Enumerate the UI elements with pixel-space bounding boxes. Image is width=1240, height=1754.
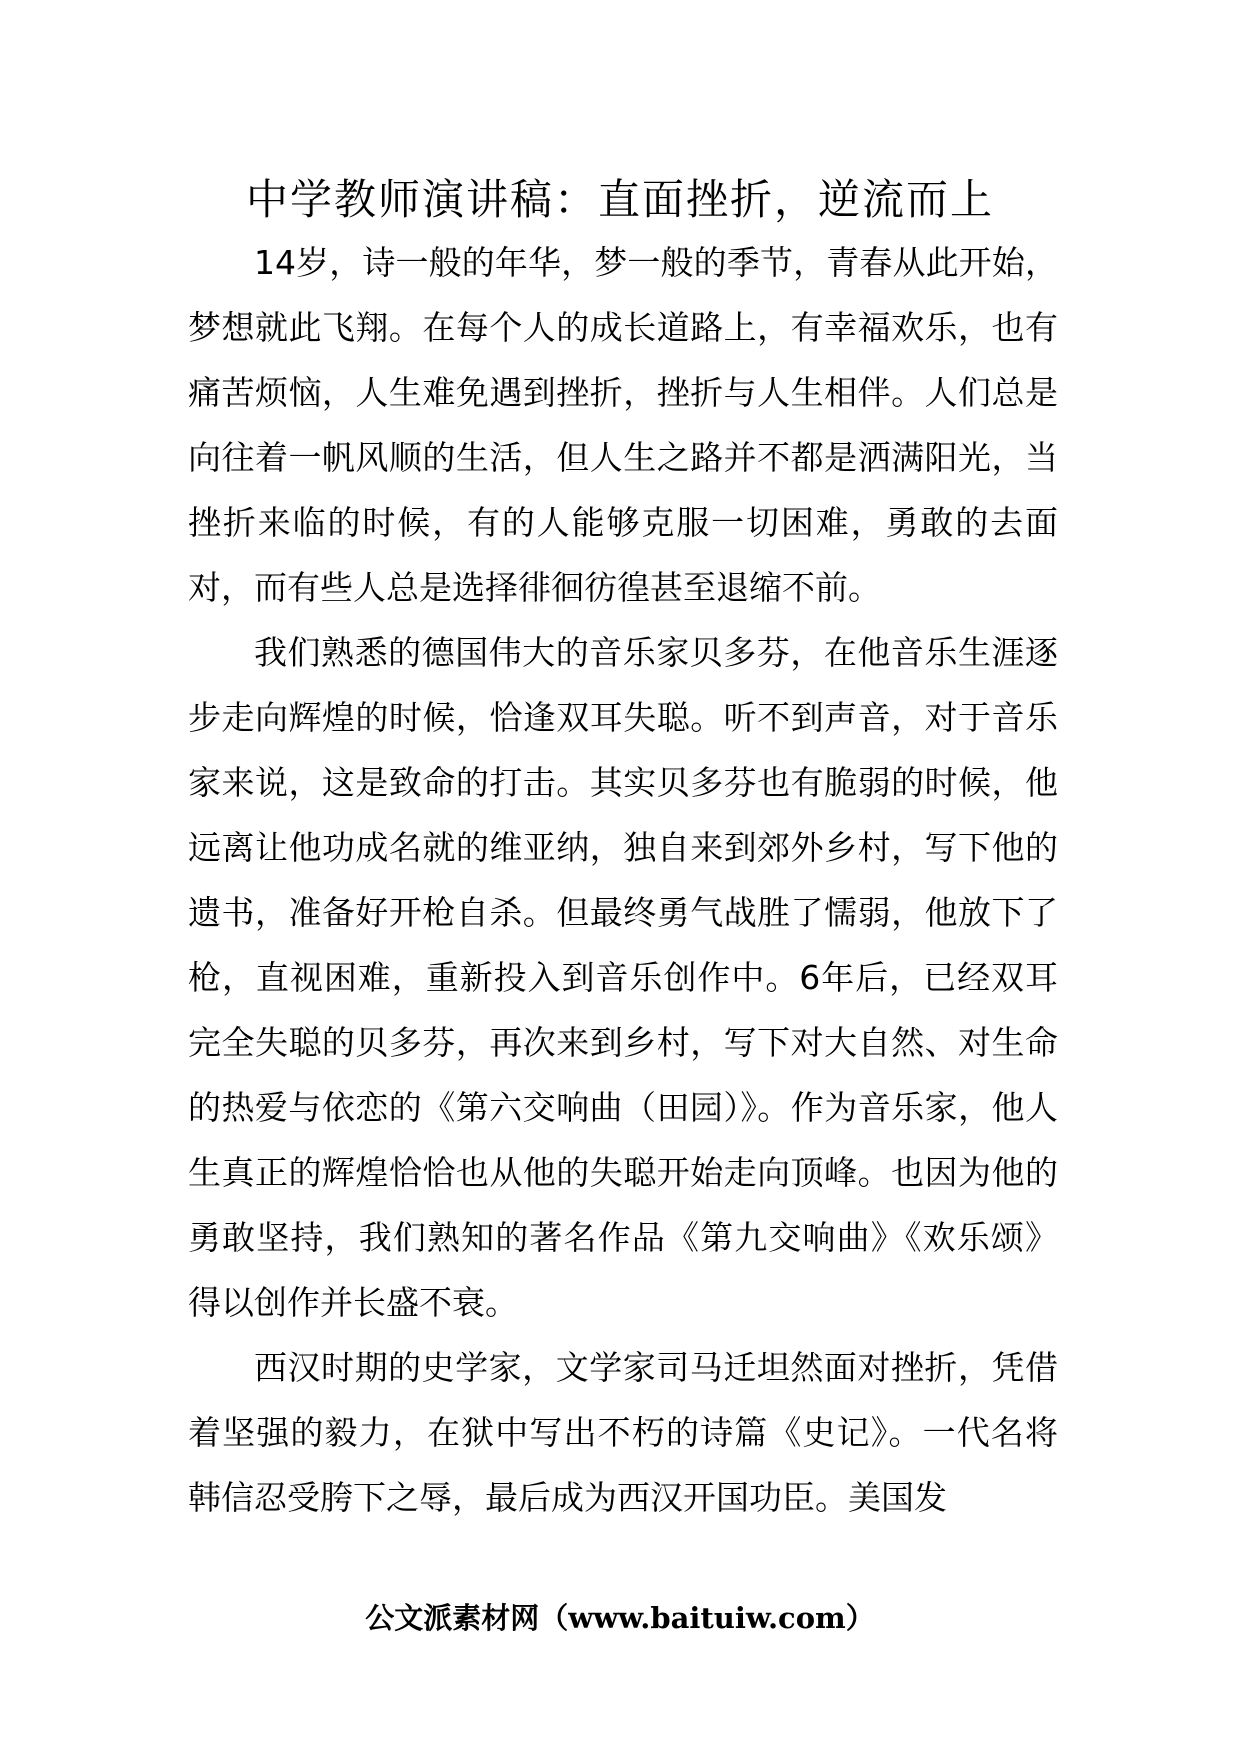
paragraph-1: 14岁，诗一般的年华，梦一般的季节，青春从此开始，梦想就此飞翔。在每个人的成长道路上，有幸福欢乐，也有痛苦烦恼，人生难免遇到挫折，挫折与人生相伴。人们总是向往着一帆风顺的生活，但人生之路并不都是洒满阳光，当挫折来临的时候，有的人能够克服一切困难，勇敢的去面对，而有些人总是选择徘徊彷徨甚至退缩不前。 (188, 243, 1058, 607)
page-footer: 公文派素材网（www.baituiw.com） (365, 1601, 875, 1635)
paragraph-2: 我们熟悉的德国伟大的音乐家贝多芬，在他音乐生涯逐步走向辉煌的时候，恰逢双耳失聪。听不到声音，对于音乐家来说，这是致命的打击。其实贝多芬也有脆弱的时候，他远离让他功成名就的维亚纳，独自来到郊外乡村，写下他的遗书，准备好开枪自杀。但最终勇气战胜了懦弱，他放下了枪，直视困难，重新投入到音乐创作中。6年后，已经双耳完全失聪的贝多芬，再次来到乡村，写下对大自然、对生命的热爱与依恋的《第六交响曲（田园）》。作为音乐家，他人生真正的辉煌恰恰也从他的失聪开始走向顶峰。也因为他的勇敢坚持，我们熟知的著名作品《第九交响曲》《欢乐颂》得以创作并长盛不衰。 (188, 633, 1058, 1322)
document-title: 中学教师演讲稿：直面挫折，逆流而上 (245, 175, 994, 224)
paragraph-3: 西汉时期的史学家，文学家司马迁坦然面对挫折，凭借着坚强的毅力，在狱中写出不朽的诗篇《史记》。一代名将韩信忍受胯下之辱，最后成为西汉开国功臣。美国发 (188, 1348, 1058, 1517)
document-body (188, 230, 1058, 1530)
